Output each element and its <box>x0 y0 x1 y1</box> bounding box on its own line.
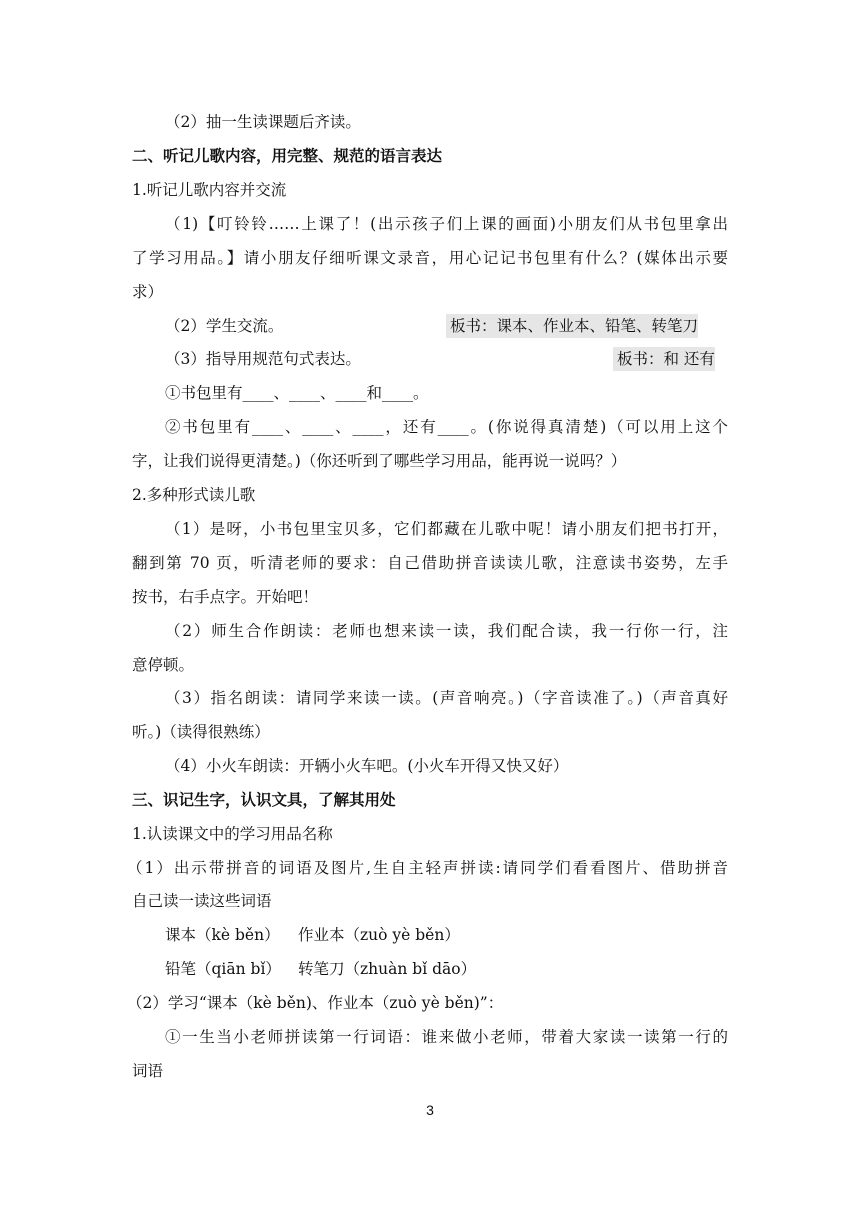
vocab-item: 作业本（zuò yè běn） <box>298 926 460 944</box>
step-learn-words: （2）学习“课本（kè běn)、作业本（zuò yè běn)”： <box>127 994 504 1012</box>
sentence-pattern-2: ②书包里有____、____、____，还有____。(你说得真清楚)（可以用上这个 <box>165 418 728 436</box>
step-read-title: （2）抽一生读课题后齐读。 <box>165 113 361 131</box>
paragraph-line: （2）师生合作朗读：老师也想来读一读，我们配合读，我一行你一行，注 <box>165 622 728 640</box>
subheading-read-forms: 2.多种形式读儿歌 <box>132 486 256 504</box>
paragraph-line: （1）是呀，小书包里宝贝多，它们都藏在儿歌中呢！请小朋友们把书打开， <box>165 520 728 538</box>
paragraph-line: 字，让我们说得更清楚。)（你还听到了哪些学习用品，能再说一说吗？） <box>132 452 627 470</box>
step-train-reading: （4）小火车朗读：开辆小火车吧。(小火车开得又快又好） <box>165 757 569 775</box>
vocab-item: 转笔刀（zhuàn bǐ dāo） <box>298 960 477 978</box>
section-heading-2: 二、听记儿歌内容，用完整、规范的语言表达 <box>132 146 443 165</box>
paragraph-line: 按书，右手点字。开始吧！ <box>132 588 319 606</box>
paragraph-line: 了学习用品。】请小朋友仔细听课文录音，用心记记书包里有什么？(媒体出示要 <box>132 249 728 267</box>
paragraph-line: 词语 <box>132 1062 164 1080</box>
subheading-listen-song: 1.听记儿歌内容并交流 <box>132 181 287 199</box>
paragraph-line: 意停顿。 <box>132 656 195 674</box>
step-student-exchange: （2）学生交流。 <box>165 317 284 335</box>
vocab-item: 课本（kè běn） <box>165 926 280 944</box>
step-guided-expression: （3）指导用规范句式表达。 <box>165 350 361 368</box>
paragraph-line: 翻到第 70 页，听清老师的要求：自己借助拼音读读儿歌，注意读书姿势，左手 <box>132 554 728 572</box>
paragraph-line: 求） <box>132 283 164 301</box>
page-number: 3 <box>426 1102 434 1118</box>
paragraph-line: （1)【叮铃铃……上课了！(出示孩子们上课的画面)小朋友们从书包里拿出 <box>165 215 728 233</box>
paragraph-line: 自己读一读这些词语 <box>132 892 272 910</box>
vocab-item: 铅笔（qiān bǐ） <box>165 960 281 978</box>
paragraph-line: ①一生当小老师拼读第一行词语：谁来做小老师，带着大家读一读第一行的 <box>165 1028 728 1046</box>
paragraph-line: （3）指名朗读：请同学来读一读。(声音响亮。)（字音读准了。)（声音真好 <box>165 689 728 707</box>
section-heading-3: 三、识记生字，认识文具，了解其用处 <box>132 790 396 809</box>
sentence-pattern-1: ①书包里有____、____、____和____。 <box>165 384 429 402</box>
paragraph-line: 听。)（读得很熟练） <box>132 723 270 741</box>
paragraph-line: （1）出示带拼音的词语及图片,生自主轻声拼读:请同学们看看图片、借助拼音 <box>127 859 728 877</box>
subheading-stationery-names: 1.认读课文中的学习用品名称 <box>132 825 333 843</box>
board-note-conjunctions: 板书：和 还有 <box>613 347 715 371</box>
board-note-stationery: 板书：课本、作业本、铅笔、转笔刀 <box>446 314 698 338</box>
